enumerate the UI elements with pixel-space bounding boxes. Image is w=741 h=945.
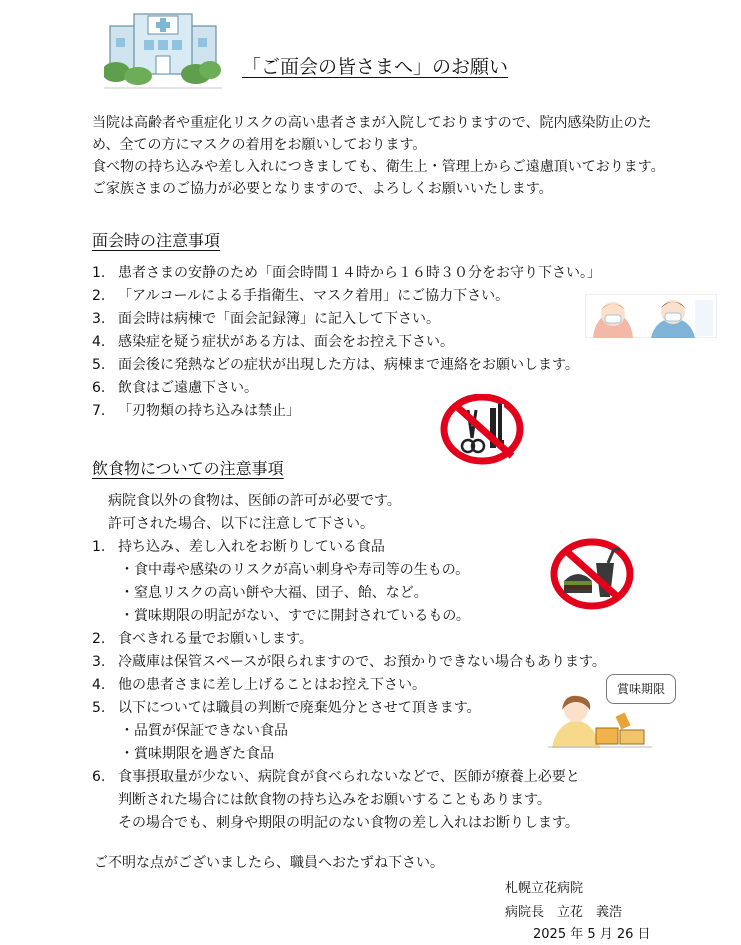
item-number: 6. <box>92 380 106 396</box>
item-text: 面会時は病棟で「面会記録簿」に記入して下さい。 <box>118 311 440 327</box>
visit-item-2 <box>92 286 509 306</box>
food-item-5-bullet-1: ・品質が保証できない食品 <box>120 723 288 739</box>
intro-paragraph-1: 当院は高齢者や重症化リスクの高い患者さまが入院しておりますので、院内感染防止のため、全ての方にマスクの着用をお願いしております。 <box>92 115 652 153</box>
food-item-6-line-3: その場合でも、刺身や期限の明記のない食物の差し入れはお断りします。 <box>118 815 579 831</box>
item-text: 冷蔵庫は保管スペースが限られますので、お預かりできない場合もあります。 <box>118 654 606 670</box>
item-text: 患者さまの安静のため「面会時間１４時から１６時３０分をお守り下さい。」 <box>118 265 601 281</box>
no-blades-icon <box>434 394 532 468</box>
food-item-3 <box>92 652 606 672</box>
closing-note: ご不明な点がございましたら、職員へおたずね下さい。 <box>94 855 444 871</box>
item-text: 食べきれる量でお願いします。 <box>118 631 313 647</box>
item-text: 飲食はご遠慮下さい。 <box>118 380 258 396</box>
item-text: 持ち込み、差し入れをお断りしている食品 <box>118 539 385 555</box>
item-text: 以下については職員の判断で廃棄処分とさせて頂きます。 <box>118 700 481 716</box>
food-item-5 <box>92 698 481 718</box>
item-number: 5. <box>92 700 106 716</box>
visit-item-4 <box>92 332 454 352</box>
no-food-drink-icon <box>548 537 636 611</box>
food-item-4 <box>92 675 426 695</box>
visit-item-7 <box>92 401 300 421</box>
food-item-5-bullet-2: ・賞味期限を過ぎた食品 <box>120 746 274 762</box>
issue-date: 2025 年 5 月 26 日 <box>533 927 651 942</box>
item-number: 4. <box>92 677 106 693</box>
intro-paragraph-2: 食べ物の持ち込みや差し入れにつきましても、衛生上・管理上からご遠慮頂いております。ご家族さまのご協力が必要となりますので、よろしくお願いいたします。 <box>92 159 665 197</box>
hospital-name: 札幌立花病院 <box>505 881 584 896</box>
item-text: 他の患者さまに差し上げることはお控え下さい。 <box>118 677 426 693</box>
item-number: 5. <box>92 357 106 373</box>
food-item-6 <box>92 767 580 787</box>
page-title: 「ご面会の皆さまへ」のお願い <box>242 56 509 78</box>
item-number: 1. <box>92 539 106 555</box>
visit-item-3 <box>92 309 440 329</box>
item-text: 感染症を疑う症状がある方は、面会をお控え下さい。 <box>118 334 454 350</box>
visit-item-5 <box>92 355 579 375</box>
food-item-1-bullet-3: ・賞味期限の明記がない、すでに開封されているもの。 <box>120 608 470 624</box>
food-item-2 <box>92 629 313 649</box>
visit-section-heading: 面会時の注意事項 <box>92 231 221 250</box>
item-number: 7. <box>92 403 106 419</box>
food-item-1-bullet-1: ・食中毒や感染のリスクが高い刺身や寿司等の生もの。 <box>120 562 470 578</box>
expiry-check-illustration <box>548 690 652 748</box>
item-number: 1. <box>92 265 106 281</box>
masked-people-illustration <box>585 294 717 338</box>
item-text: 面会後に発熱などの症状が出現した方は、病棟まで連絡をお願いします。 <box>118 357 579 373</box>
food-section-heading: 飲食物についての注意事項 <box>92 459 284 478</box>
item-text: 「アルコールによる手指衛生、マスク着用」にご協力下さい。 <box>118 288 510 304</box>
director-name: 病院長 立花 義浩 <box>505 905 623 920</box>
item-number: 3. <box>92 311 106 327</box>
item-number: 2. <box>92 288 106 304</box>
item-number: 4. <box>92 334 106 350</box>
food-item-1-bullet-2: ・窒息リスクの高い餅や大福、団子、飴、など。 <box>120 585 428 601</box>
hospital-building-illustration <box>104 6 222 94</box>
item-number: 6. <box>92 769 106 785</box>
item-number: 2. <box>92 631 106 647</box>
item-text: 「刃物類の持ち込みは禁止」 <box>118 403 300 419</box>
food-item-1 <box>92 537 385 557</box>
item-text: 食事摂取量が少ない、病院食が食べられないなどで、医師が療養上必要と <box>118 769 580 785</box>
food-lead-1: 病院食以外の食物は、医師の許可が必要です。 <box>108 493 401 509</box>
food-item-6-line-2: 判断された場合には飲食物の持ち込みをお願いすることもあります。 <box>118 792 551 808</box>
visit-item-1 <box>92 263 601 283</box>
item-number: 3. <box>92 654 106 670</box>
expiry-speech-bubble: 賞味期限 <box>606 674 676 704</box>
food-lead-2: 許可された場合、以下に注意して下さい。 <box>108 516 374 532</box>
visit-item-6 <box>92 378 258 398</box>
